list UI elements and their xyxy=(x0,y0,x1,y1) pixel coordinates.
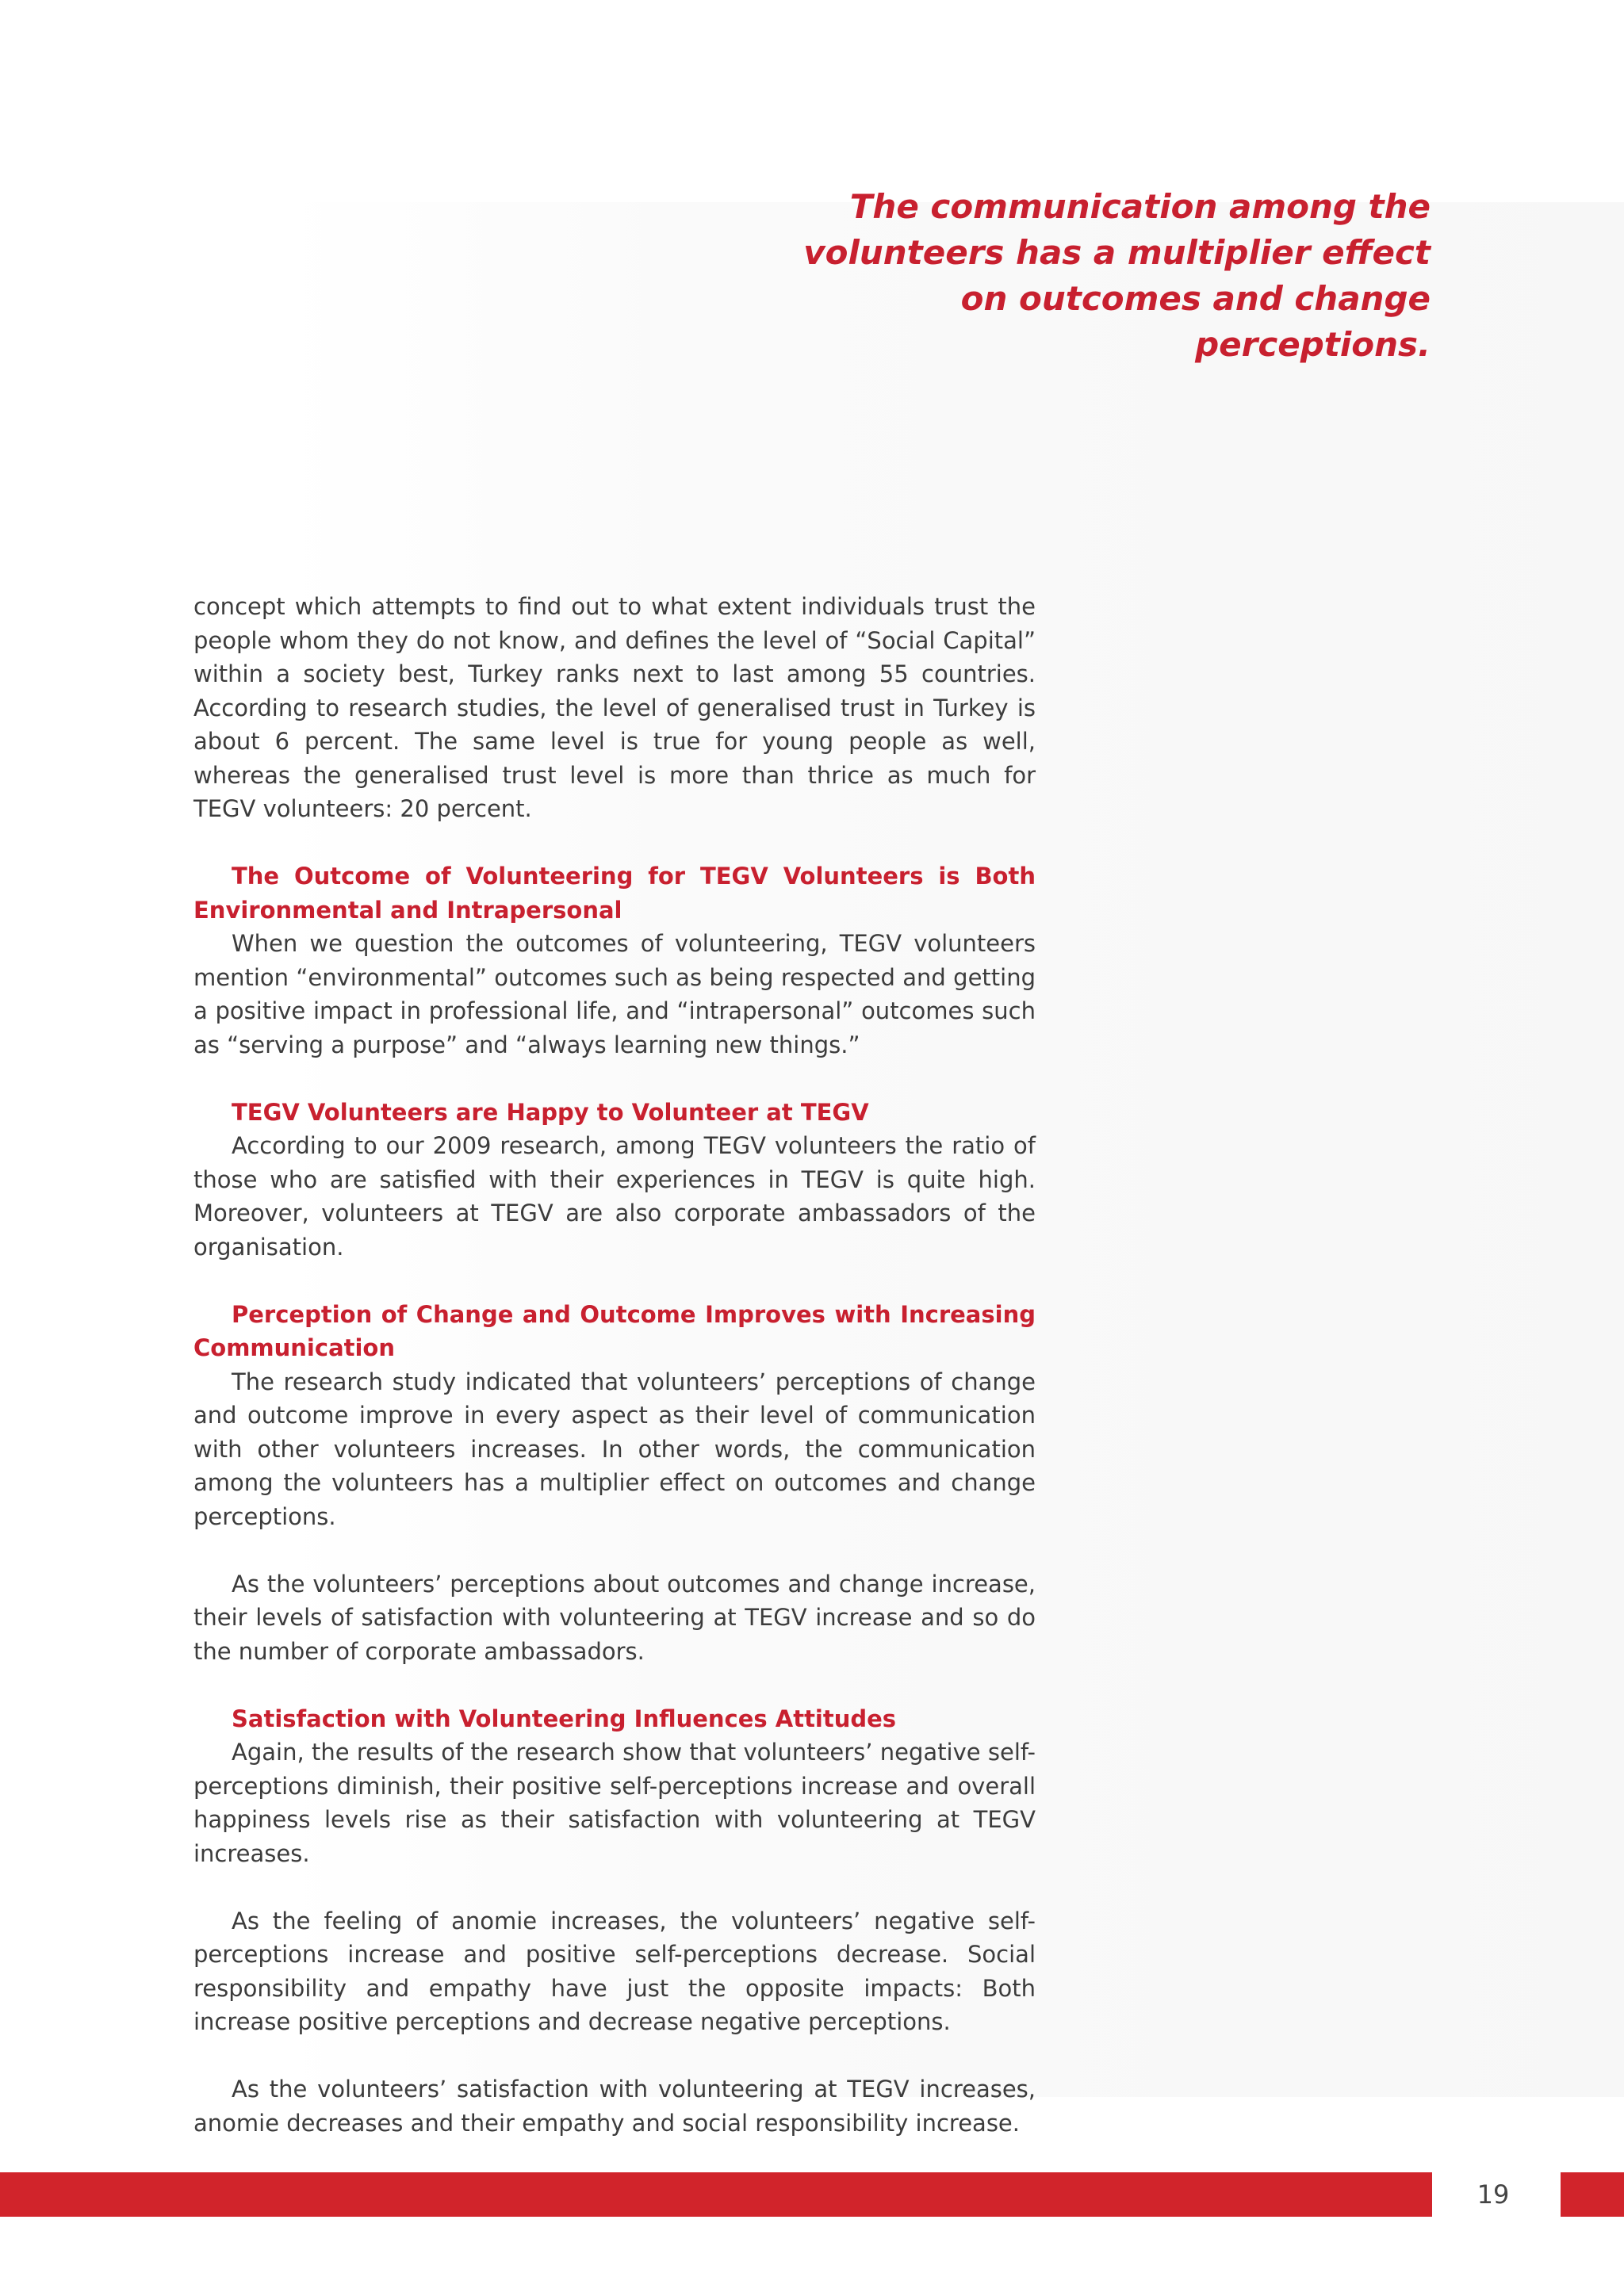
pull-quote-line: The communication among the xyxy=(849,187,1431,226)
outcome-paragraph: When we question the outcomes of volunteering, TEGV volunteers mention “environmental” outcomes such as being respected and getting a positive impact in professional life, and “intrapersonal” outcomes such as “serving a purpose” and “always learning new things.” xyxy=(193,930,1036,1058)
happy-paragraph: According to our 2009 research, among TEGV volunteers the ratio of those who are satisfied with their experiences in TEGV is quite high. Moreover, volunteers at TEGV are also corporate ambassadors of the organisation. xyxy=(193,1132,1036,1261)
footer-bar-accent xyxy=(1561,2172,1624,2217)
intro-paragraph: concept which attempts to find out to what extent individuals trust the people whom they do not know, and defines the level of “Social Capital” within a society best, Turkey ranks next to last among 55 countries. According to research studies, the level of generalised trust in Turkey is about 6 percent. The same level is true for young people as well, whereas the generalised trust level is more than thrice as much for TEGV volunteers: 20 percent. xyxy=(193,593,1036,822)
footer-bar xyxy=(0,2172,1432,2217)
perception-paragraph: The research study indicated that volunteers’ perceptions of change and outcome improve in every aspect as their level of communication with other volunteers increases. In other words, the communication among the volunteers has a multiplier effect on outcomes and change perceptions. xyxy=(193,1368,1036,1530)
section-heading-perception: Perception of Change and Outcome Improves with Increasing Communication xyxy=(193,1300,1036,1361)
body-text xyxy=(193,590,1036,2140)
section-heading-satisfaction: Satisfaction with Volunteering Influences Attitudes xyxy=(232,1705,897,1732)
section-heading-outcome: The Outcome of Volunteering for TEGV Volunteers is Both Environmental and Intrapersonal xyxy=(193,863,1036,924)
satisfaction-paragraph: Again, the results of the research show that volunteers’ negative self-perceptions diminish, their positive self-perceptions increase and overall happiness levels rise as their satisfaction with volunteering at TEGV increases. xyxy=(193,1739,1036,1867)
pull-quote-line: perceptions. xyxy=(1195,325,1431,364)
pull-quote xyxy=(717,184,1431,368)
page-number: 19 xyxy=(1477,2179,1510,2210)
pull-quote-line: volunteers has a multiplier effect xyxy=(803,233,1431,272)
satisfaction-paragraph: As the volunteers’ satisfaction with volunteering at TEGV increases, anomie decreases and their empathy and social responsibility increase. xyxy=(193,2076,1036,2137)
section-heading-happy: TEGV Volunteers are Happy to Volunteer at TEGV xyxy=(232,1098,869,1126)
satisfaction-paragraph: As the feeling of anomie increases, the volunteers’ negative self-perceptions increase and positive self-perceptions decrease. Social responsibility and empathy have just the opposite impacts: Both increase positive perceptions and decrease negative perceptions. xyxy=(193,1907,1036,2035)
pull-quote-line: on outcomes and change xyxy=(960,279,1431,318)
perception-paragraph: As the volunteers’ perceptions about outcomes and change increase, their levels of satisfaction with volunteering at TEGV increase and so do the number of corporate ambassadors. xyxy=(193,1570,1036,1665)
